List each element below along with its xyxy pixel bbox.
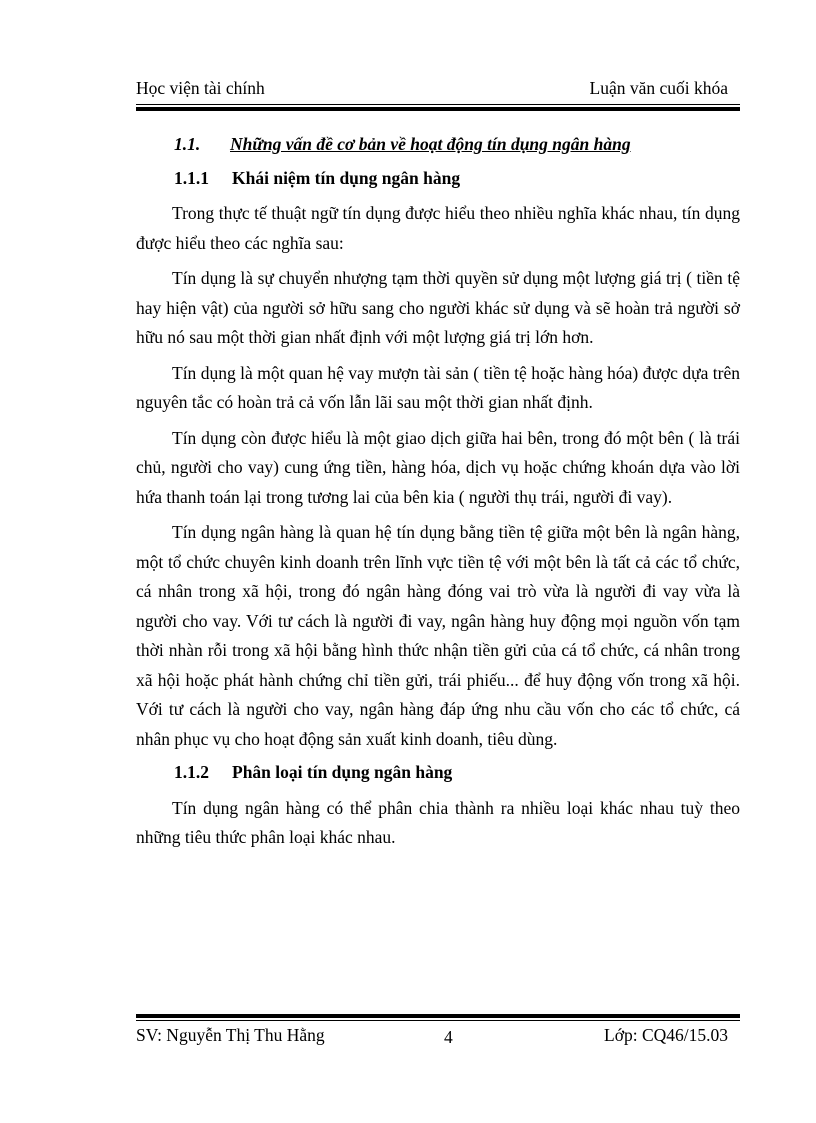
subsection-title-2: Phân loại tín dụng ngân hàng [232,762,453,782]
paragraph: Trong thực tế thuật ngữ tín dụng được hiểu theo nhiều nghĩa khác nhau, tín dụng được hiểu theo các nghĩa sau: [136,203,740,253]
footer-class-code: Lớp: CQ46/15.03 [604,1025,728,1045]
paragraph: Tín dụng là sự chuyển nhượng tạm thời quyền sử dụng một lượng giá trị ( tiền tệ hay hiện vật) của người sở hữu sang cho người khác sử dụng và sẽ hoàn trả người sở hữu nó sau một thời gian nhất định với một lượng giá trị lớn hơn. [136,268,740,347]
subsection-heading-1 [136,164,740,194]
footer-rule-thin [136,1020,740,1021]
header-rule-thick [136,107,740,111]
paragraph: Tín dụng là một quan hệ vay mượn tài sản ( tiền tệ hoặc hàng hóa) được dựa trên nguyên tắc có hoàn trả cả vốn lẫn lãi sau một thời gian nhất định. [136,362,740,412]
header-institution: Học viện tài chính [136,78,265,98]
paragraph: Tín dụng còn được hiểu là một giao dịch giữa hai bên, trong đó một bên ( là trái chủ, người cho vay) cung ứng tiền, hàng hóa, dịch vụ hoặc chứng khoán dựa vào lời hứa thanh toán lại trong tương lai của bên kia ( người thụ trái, người đi vay). [136,427,740,507]
paragraph: Tín dụng ngân hàng có thể phân chia thành ra nhiều loại khác nhau tuỳ theo những tiêu thức phân loại khác nhau. [136,797,740,847]
section-heading [136,130,740,160]
header-document-type: Luận văn cuối khóa [589,78,728,98]
page-number: 4 [444,1027,453,1047]
subsection-heading-2 [136,758,740,788]
subsection-number-1: 1.1.1 [174,167,209,188]
page-footer [136,1025,740,1051]
header-rule-thin [136,104,740,105]
page-header [136,78,740,104]
body-content [136,130,740,853]
paragraph: Tín dụng ngân hàng là quan hệ tín dụng bằng tiền tệ giữa một bên là ngân hàng, một tổ chức chuyên kinh doanh trên lĩnh vực tiền tệ với một bên là tất cả các tổ chức, cá nhân trong xã hội, trong đó ngân hàng đóng vai trò vừa là người đi vay vừa là người cho vay. Với tư cách là người đi vay, ngân hàng huy động mọi nguồn vốn tạm thời nhàn rỗi trong xã hội bằng hình thức nhận tiền gửi của cá tổ chức, cá nhân trong xã hội hoặc phát hành chứng chỉ tiền gửi, trái phiếu... để huy động vốn trong xã hội. Với tư cách là người cho vay, ngân hàng đáp ứng nhu cầu vốn cho các tổ chức, cá nhân phục vụ cho hoạt động sản xuất kinh doanh, tiêu dùng. [136,522,740,749]
subsection-number-2: 1.1.2 [174,762,209,782]
footer-student-name: SV: Nguyễn Thị Thu Hằng [136,1025,325,1045]
section-title: Những vấn đề cơ bản về hoạt động tín dụng ngân hàng [230,134,631,154]
section-number: 1.1. [174,134,201,154]
footer-rule-thick [136,1014,740,1018]
subsection-title-1: Khái niệm tín dụng ngân hàng [232,167,461,188]
